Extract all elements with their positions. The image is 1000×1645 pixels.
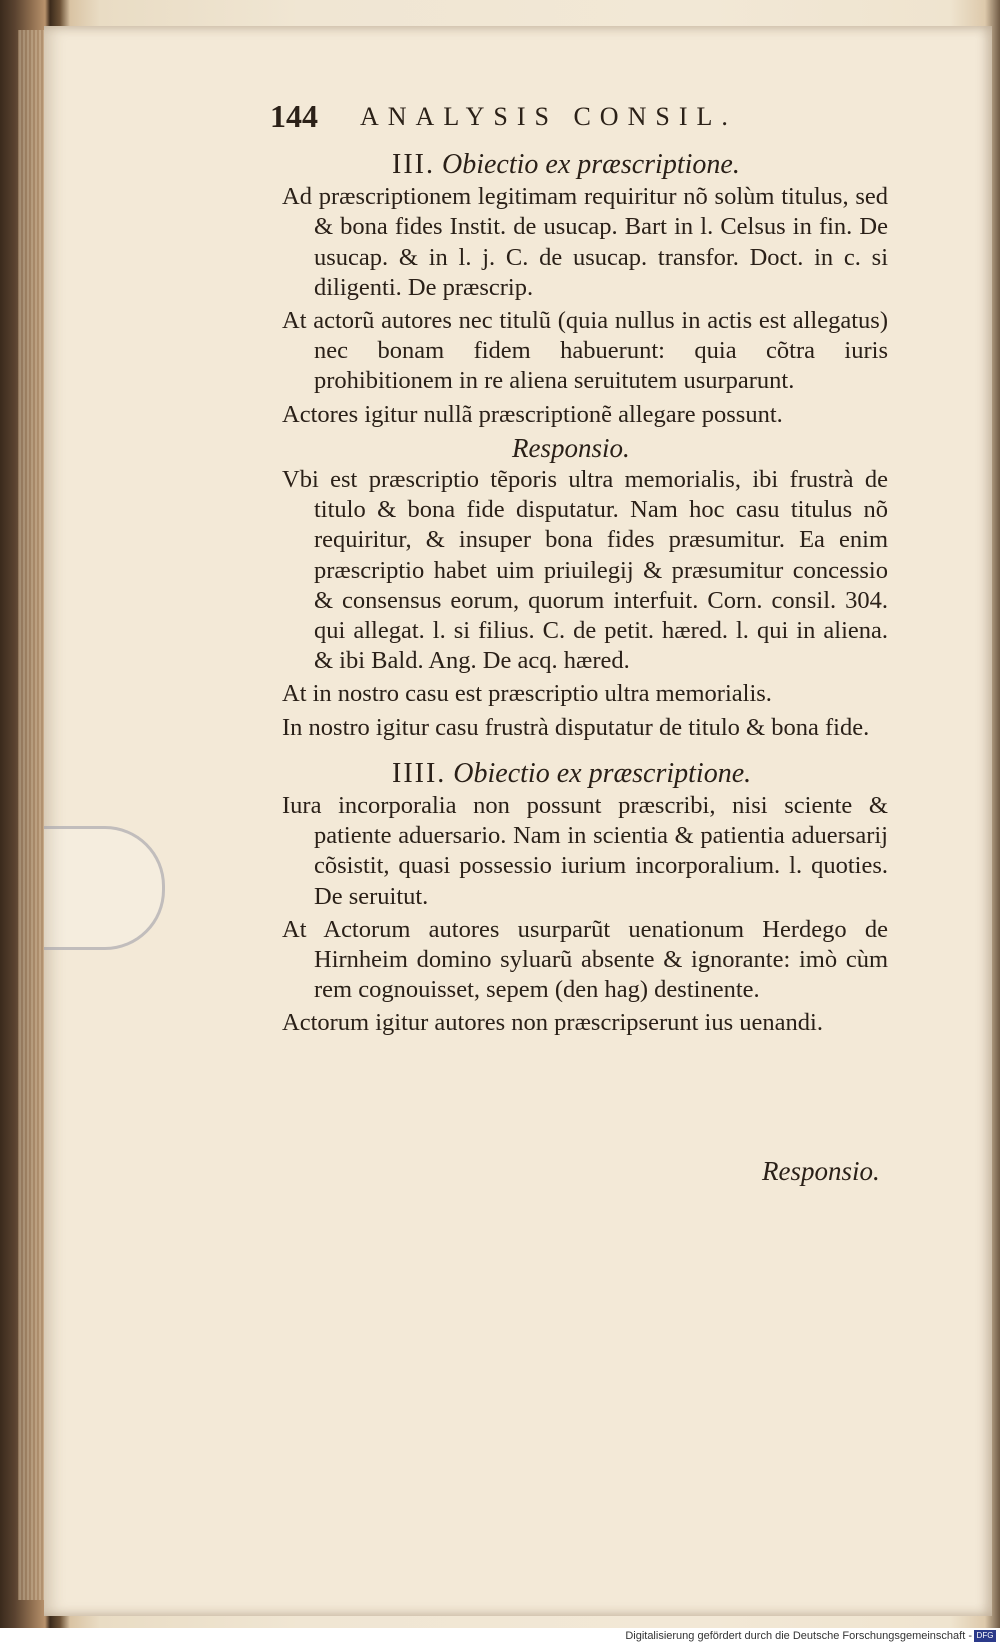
page-stack-edge: [18, 30, 44, 1600]
section-title: Obiectio ex præscriptione.: [453, 757, 752, 789]
paragraph: At actorũ autores nec titulũ (quia nullus in actis est allegatus) nec bonam fidem habuerunt: quia cõtra iuris prohibitionem in re aliena seruitutem usurparunt.: [282, 307, 888, 395]
dfg-logo: DFG: [974, 1630, 996, 1642]
paragraph: Actores igitur nullã præscriptionẽ allegare possunt.: [282, 400, 783, 428]
section-number: IIII.: [392, 757, 447, 789]
running-head: ANALYSIS CONSIL.: [360, 102, 737, 131]
section-heading: [282, 759, 888, 789]
catchword-responsio: Responsio.: [762, 1156, 880, 1186]
section-number: III.: [392, 149, 435, 180]
paragraph: At in nostro casu est præscriptio ultra memorialis.: [282, 680, 772, 708]
page-content: [282, 150, 888, 1042]
paragraph: Actorum igitur autores non præscripserunt ius uenandi.: [282, 1009, 823, 1037]
response-heading: Responsio.: [512, 432, 630, 463]
section-title: Obiectio ex præscriptione.: [441, 149, 740, 180]
paragraph: Ad præscriptionem legitimam requiritur nõ solùm titulus, sed & bona fides Instit. de usucap. Bart in l. Celsus in fin. De usucap. & in l. j. C. de usucap. transfor. Doct. in c. si diligenti. De præscrip.: [282, 183, 888, 301]
paragraph: Vbi est præscriptio tẽporis ultra memorialis, ibi frustrà de titulo & bona fide disputatur. Nam hoc casu titulus nõ requiritur, & insuper bona fides præsumitur. Ea enim præscriptio habet uim priuilegij & præsumitur concessio & consensus eorum, quorum interfuit. Corn. consil. 304. qui allegat. l. si filius. C. de petit. hæred. l. qui in aliena. & ibi Bald. Ang. De acq. hæred.: [282, 466, 888, 675]
paragraph: In nostro igitur casu frustrà disputatur de titulo & bona fide.: [282, 713, 870, 741]
paragraph: At Actorum autores usurparũt uenationum Herdego de Hirnheim domino syluarũ absente & ignorante: imò cùm rem cognouisset, sepem (den hag) destinente.: [282, 915, 888, 1004]
section-heading: [282, 150, 888, 180]
page-clip: [44, 826, 165, 950]
page-number: 144: [270, 98, 318, 134]
footer-credit: Digitalisierung gefördert durch die Deutsche Forschungsgemeinschaft -: [625, 1630, 972, 1642]
page-header: [270, 98, 830, 142]
paragraph: Iura incorporalia non possunt præscribi, nisi sciente & patiente aduersario. Nam in scientia & patientia aduersarij cõsistit, quasi possessio iurium incorporalium. l. quoties. De seruitut.: [282, 792, 888, 910]
